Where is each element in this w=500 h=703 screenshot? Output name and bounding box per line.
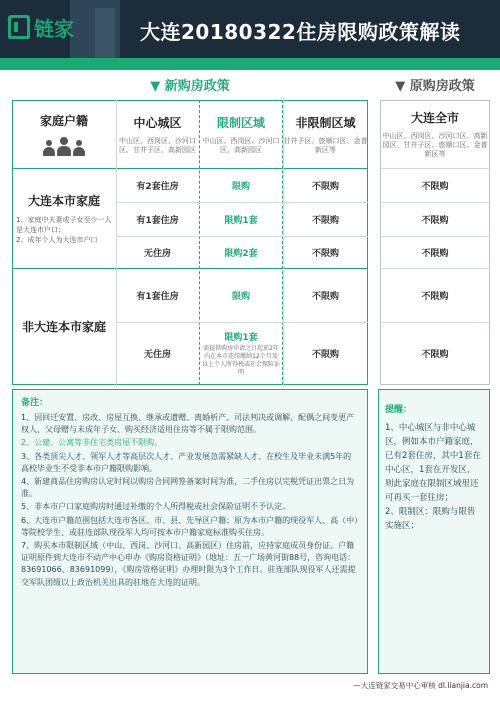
old-policy-cell [380,322,490,385]
restricted-areas: 中山区、西岗区、沙河口区、高新园区 [202,136,280,154]
restricted-value: 限购2套 [224,248,258,259]
note-item: 7、购买本市限制区域（中山、西岗、沙河口、高新园区）住房前，应持家庭成员身份证、户籍证明原件到大连市不动产中心申办《购房资格证明》（地址：五一广场黄河街88号，咨询电话：83691066、83691099），《购房资格证明》办理时限为3个工作日。驻连部队现役军人还需提交军队团级以上政治机关出具的驻地在大连的证明。 [21,541,356,587]
restricted-value: 限购1套 [224,333,258,343]
old-policy-value: 不限购 [421,350,449,360]
page-title: 大连20180322住房限购政策解读 [140,20,461,44]
housing-status: 无住房 [143,350,171,360]
old-policy-cell [380,168,490,202]
logo-text: 链家 [34,16,74,41]
restricted-cell [199,236,283,268]
note-item: 1、因回迁安置、房改、房屋互换、继承或遗赠、离婚析产、司法判决或调解、配偶之间变更产权人、父母赠与未成年子女、购买经济适用住房等不属于限购范围。 [21,413,355,435]
note-item: 6、大连市户籍范围包括大连市各区、市、县、先导区户籍；原为本市户籍的现役军人、高（中）等院校学生、或驻连部队现役军人均可按本市户籍家庭标准购买住房。 [21,515,359,537]
header-cell-central [116,100,199,168]
old-policy-value: 不限购 [421,291,449,302]
header-accent-bar [0,58,500,70]
note-item: 3、各类顶尖人才、领军人才等高层次人才、产业发展急需紧缺人才、在校生及毕业未满5年的高校毕业生不受非本市户籍限购影响。 [21,451,352,473]
note-item: 4、新建商品住房购房认定时间以购房合同网签备案时间为准，二手住房以完税凭证出票之日为准。 [21,477,355,499]
notes-title: 备注： [21,398,49,408]
old-policy-value: 不限购 [421,215,449,226]
unrestricted-value: 不限购 [311,181,339,192]
note-item: 2、公建、公寓等非住宅类房屋不限购。 [21,438,163,448]
unrestricted-value: 不限购 [311,215,339,226]
unrestricted-value: 不限购 [311,248,339,259]
restricted-cell [199,268,283,322]
local-note-1: 1、家庭中夫妻或子女至少一人是大连市户口； [16,215,112,234]
header-cell-household [12,100,116,168]
unrestricted-cell [283,322,368,385]
unrestricted-cell [283,202,368,236]
header-cell-unrestricted [283,100,368,168]
old-policy-title: ▼ 原购房政策 [395,79,475,94]
reminder-item: 2、限制区：限购与限售实施区； [385,507,476,531]
header-cell-restricted [199,100,283,168]
local-household-cell [12,168,116,268]
header-banner [0,0,500,70]
housing-status: 无住房 [143,248,171,259]
housing-status: 有1套住房 [136,291,179,302]
unrestricted-value: 不限购 [311,291,339,302]
family-icon [43,137,85,156]
table-row [116,168,199,202]
note-item: 5、非本市户口家庭购房时通过补缴的个人所得税或社会保险证明不予认定。 [21,502,291,512]
unrestricted-value: 不限购 [311,350,339,360]
unrestricted-cell [283,236,368,268]
house-logo-icon [8,15,30,39]
old-policy-cell [380,268,490,322]
table-row [116,268,199,322]
local-household-note [16,215,112,245]
table-row [116,236,199,268]
restricted-header: 限制区域 [216,115,265,130]
local-note-2: 2、成年个人为大连市户口 [16,235,98,244]
local-household-label: 大连本市家庭 [27,193,100,208]
old-policy-value: 不限购 [421,248,449,259]
restricted-cell [199,168,283,202]
footer-credit: —大连链家交易中心审核 dl.lianjia.com [353,681,488,690]
household-header: 家庭户籍 [39,114,88,128]
nonlocal-household-cell [12,268,116,385]
citywide-header: 大连全市 [410,111,459,125]
central-areas: 中山区、西岗区、沙河口区、甘井子区、高新园区 [119,136,196,154]
policy-table [12,100,490,385]
unrestricted-cell [283,168,368,202]
table-row [116,202,199,236]
restricted-value: 限购 [231,291,250,302]
old-policy-value: 不限购 [421,181,449,192]
restricted-value: 限购 [231,181,250,192]
old-policy-cell [380,202,490,236]
unrestricted-cell [283,268,368,322]
lianjia-logo [8,14,74,40]
reminder-panel [378,389,490,674]
housing-status: 有1套住房 [136,215,179,226]
reminder-item: 1、中心城区与非中心城区，例如本市户籍家庭，已有2套住房，其中1套在中心区，1套在开发区，则此家庭在限制区域里还可再买一套住房； [385,423,481,503]
table-row [116,322,199,385]
central-header: 中心城区 [133,115,182,130]
notes-panel [12,389,368,674]
restricted-requirement-note: 需提供购房申请之日起前2年内在本市连续缴纳12个月及以上个人所得税或社会保险证明 [202,345,281,376]
restricted-cell [199,202,283,236]
citywide-areas: 中山区、西岗区、沙河口区、高新园区、甘井子区、旅顺口区、金普新区等 [382,132,488,158]
unrestricted-areas: 甘井子区、旅顺口区、金普新区等 [283,136,368,154]
restricted-cell [199,322,283,385]
header-cell-citywide [380,100,490,168]
reminder-title: 提醒： [385,405,413,415]
housing-status: 有2套住房 [136,181,179,192]
nonlocal-household-label: 非大连本市家庭 [21,320,106,334]
restricted-value: 限购1套 [224,215,258,226]
old-policy-cell [380,236,490,268]
new-policy-title: ▼ 新购房政策 [150,79,230,94]
unrestricted-header: 非限制区域 [295,115,356,130]
